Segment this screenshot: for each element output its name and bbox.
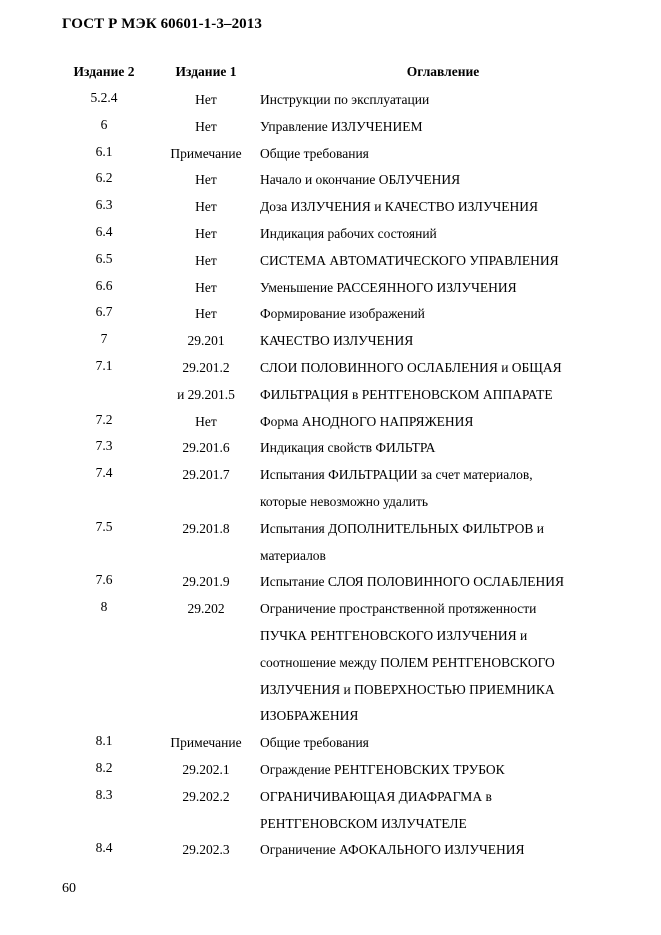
table-body	[0, 87, 661, 864]
table-row	[0, 516, 661, 570]
cell-edition-2: 7.6	[95, 572, 113, 588]
cell-edition-1: 29.202.2	[182, 788, 230, 804]
table-row	[0, 328, 661, 355]
cell-contents: СИСТЕМА АВТОМАТИЧЕСКОГО УПРАВЛЕНИЯ	[260, 252, 559, 268]
cell-contents: Форма АНОДНОГО НАПРЯЖЕНИЯ	[260, 413, 474, 429]
cell-edition-1: 29.202.3	[182, 842, 230, 858]
page-number: 60	[62, 881, 76, 896]
cell-edition-2: 7.1	[95, 357, 113, 373]
cell-edition-2: 8.2	[95, 759, 113, 775]
cell-edition-1: Примечание	[170, 145, 242, 161]
cell-edition-2: 7.5	[95, 518, 113, 534]
cell-contents: Начало и окончание ОБЛУЧЕНИЯ	[260, 172, 461, 188]
cell-edition-1: 29.201.2 и 29.201.5	[177, 359, 235, 402]
cell-edition-1: Нет	[195, 413, 217, 429]
cell-edition-2: 7.3	[95, 438, 113, 454]
cell-contents: Ограничение АФОКАЛЬНОГО ИЗЛУЧЕНИЯ	[260, 842, 525, 858]
table-row	[0, 435, 661, 462]
table-row	[0, 194, 661, 221]
column-header-edition-1: Издание 1	[175, 64, 237, 79]
cell-edition-2: 6.7	[95, 304, 113, 320]
cell-edition-1: Примечание	[170, 735, 242, 751]
cell-edition-2: 8.4	[95, 840, 113, 856]
cell-contents: Общие требования	[260, 735, 369, 751]
table-row	[0, 409, 661, 436]
table-row	[0, 221, 661, 248]
cell-edition-2: 7.2	[95, 411, 113, 427]
table-row	[0, 141, 661, 168]
cell-contents: Испытание СЛОЯ ПОЛОВИННОГО ОСЛАБЛЕНИЯ	[260, 574, 565, 590]
cell-edition-2: 7.4	[95, 465, 113, 481]
cell-contents: Ограждение РЕНТГЕНОВСКИХ ТРУБОК	[260, 761, 505, 777]
table-row	[0, 275, 661, 302]
cell-edition-1: 29.201.8	[182, 520, 230, 536]
table-row	[0, 730, 661, 757]
cell-contents: Испытания ДОПОЛНИТЕЛЬНЫХ ФИЛЬТРОВ и материалов	[260, 520, 545, 563]
cell-contents: Доза ИЗЛУЧЕНИЯ и КАЧЕСТВО ИЗЛУЧЕНИЯ	[260, 199, 539, 215]
table-row	[0, 784, 661, 838]
table-row	[0, 114, 661, 141]
cell-edition-1: Нет	[195, 118, 217, 134]
column-header-edition-2: Издание 2	[73, 64, 135, 79]
table-row	[0, 167, 661, 194]
cell-edition-2: 6.5	[95, 250, 113, 266]
table-row	[0, 355, 661, 409]
table-row	[0, 757, 661, 784]
cell-edition-2: 5.2.4	[90, 90, 118, 105]
cell-edition-1: 29.201.6	[182, 440, 230, 456]
cell-edition-1: Нет	[195, 306, 217, 322]
cell-edition-2: 6.1	[95, 143, 113, 159]
cell-contents: Управление ИЗЛУЧЕНИЕМ	[260, 118, 423, 134]
cell-contents: ОГРАНИЧИВАЮЩАЯ ДИАФРАГМА в РЕНТГЕНОВСКОМ ИЗЛУЧАТЕЛЕ	[260, 788, 492, 831]
cell-edition-1: 29.201	[187, 333, 225, 349]
cell-edition-2: 8.3	[95, 786, 113, 802]
cell-edition-2: 6.4	[95, 223, 113, 239]
table-row	[0, 837, 661, 864]
cell-edition-1: 29.202.1	[182, 761, 230, 777]
cell-edition-2: 8.1	[95, 733, 113, 749]
cell-edition-2: 6.2	[95, 170, 113, 186]
cell-edition-2: 6.3	[95, 197, 113, 213]
cell-edition-1: Нет	[195, 279, 217, 295]
cell-edition-2: 6	[100, 116, 108, 132]
column-header-contents: Оглавление	[406, 64, 480, 79]
cell-contents: Уменьшение РАССЕЯННОГО ИЗЛУЧЕНИЯ	[260, 279, 517, 295]
cell-contents: Испытания ФИЛЬТРАЦИИ за счет материалов, которые невозможно удалить	[260, 467, 533, 509]
table-row	[0, 248, 661, 275]
cell-contents: Общие требования	[260, 145, 369, 161]
cell-contents: КАЧЕСТВО ИЗЛУЧЕНИЯ	[260, 333, 414, 349]
cell-edition-1: Нет	[195, 225, 217, 241]
cell-edition-2: 6.6	[95, 277, 113, 293]
cell-contents: СЛОИ ПОЛОВИННОГО ОСЛАБЛЕНИЯ и ОБЩАЯ ФИЛЬТРАЦИЯ в РЕНТГЕНОВСКОМ АППАРАТЕ	[260, 359, 562, 402]
cell-edition-2: 7	[100, 331, 108, 347]
cell-edition-1: Нет	[195, 199, 217, 215]
cell-edition-1: Нет	[195, 172, 217, 188]
cell-contents: Ограничение пространственной протяженности ПУЧКА РЕНТГЕНОВСКОГО ИЗЛУЧЕНИЯ и соотношение между ПОЛЕМ РЕНТГЕНОВСКОГО ИЗЛУЧЕНИЯ и ПОВЕРХНОСТЬЮ ПРИЕМНИКА ИЗОБРАЖЕНИЯ	[260, 601, 555, 724]
table-row	[0, 301, 661, 328]
cell-edition-1: 29.202	[187, 601, 225, 617]
table-row	[0, 87, 661, 114]
table-row	[0, 462, 661, 516]
cell-contents: Индикация свойств ФИЛЬТРА	[260, 440, 436, 456]
cell-edition-2: 8	[100, 599, 108, 615]
cell-contents: Формирование изображений	[260, 306, 425, 322]
table-header	[0, 64, 661, 84]
cell-edition-1: 29.201.9	[182, 574, 230, 590]
document-header: ГОСТ Р МЭК 60601-1-3–2013	[62, 16, 262, 32]
cell-contents: Инструкции по эксплуатации	[260, 92, 430, 107]
table-row	[0, 596, 661, 730]
cell-edition-1: Нет	[195, 92, 217, 107]
cell-edition-1: Нет	[195, 252, 217, 268]
table-row	[0, 569, 661, 596]
cell-edition-1: 29.201.7	[182, 467, 230, 483]
cell-contents: Индикация рабочих состояний	[260, 225, 437, 241]
